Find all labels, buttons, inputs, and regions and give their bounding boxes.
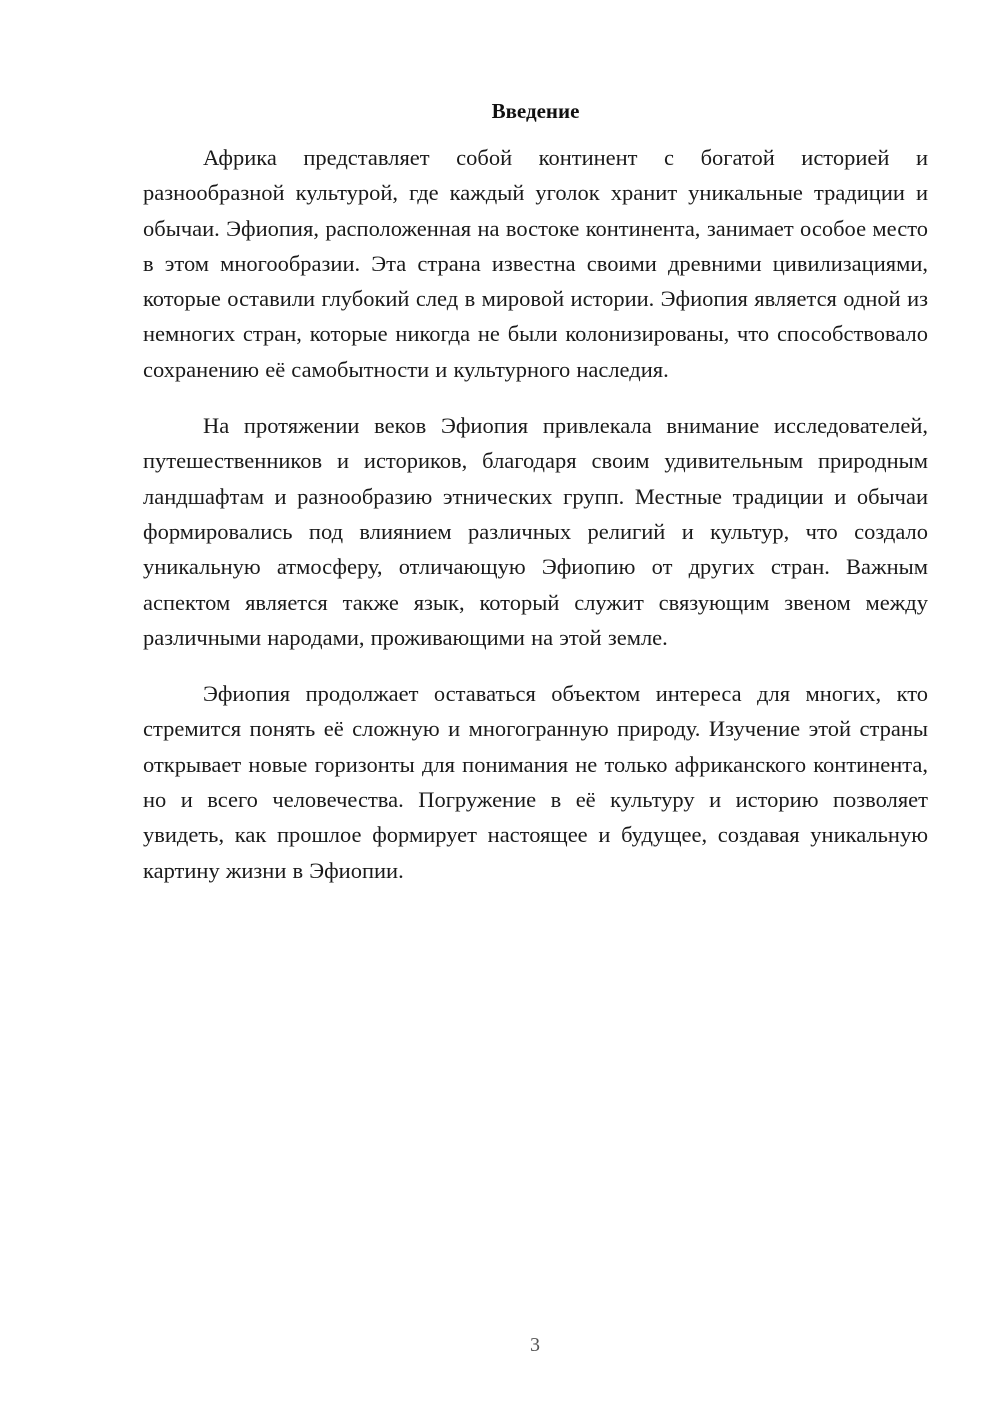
paragraph-1: Африка представляет собой континент с богатой историей и разнообразной культурой, где каждый уголок хранит уникальные традиции и обычаи. Эфиопия, расположенная на востоке континента, занимает особое место в этом многообразии. Эта страна известна своими древними цивилизациями, которые оставили глубокий след в мировой истории. Эфиопия является одной из немногих стран, которые никогда не были колонизированы, что способствовало сохранению её самобытности и культурного наследия. — [143, 145, 928, 382]
page-number: 3 — [530, 1334, 540, 1356]
paragraph-3: Эфиопия продолжает оставаться объектом интереса для многих, кто стремится понять её сложную и многогранную природу. Изучение этой страны открывает новые горизонты для понимания не только африканского континента, но и всего человечества. Погружение в её культуру и историю позволяет увидеть, как прошлое формирует настоящее и будущее, создавая уникальную картину жизни в Эфиопии. — [143, 681, 928, 883]
section-heading: Введение — [491, 99, 580, 123]
paragraph-2: На протяжении веков Эфиопия привлекала внимание исследователей, путешественников и историков, благодаря своим удивительным природным ландшафтам и разнообразию этнических групп. Местные традиции и обычаи формировались под влиянием различных религий и культур, что создало уникальную атмосферу, отличающую Эфиопию от других стран. Важным аспектом является также язык, который служит связующим звеном между различными народами, проживающими на этой земле. — [143, 413, 928, 650]
page-content — [143, 96, 928, 909]
